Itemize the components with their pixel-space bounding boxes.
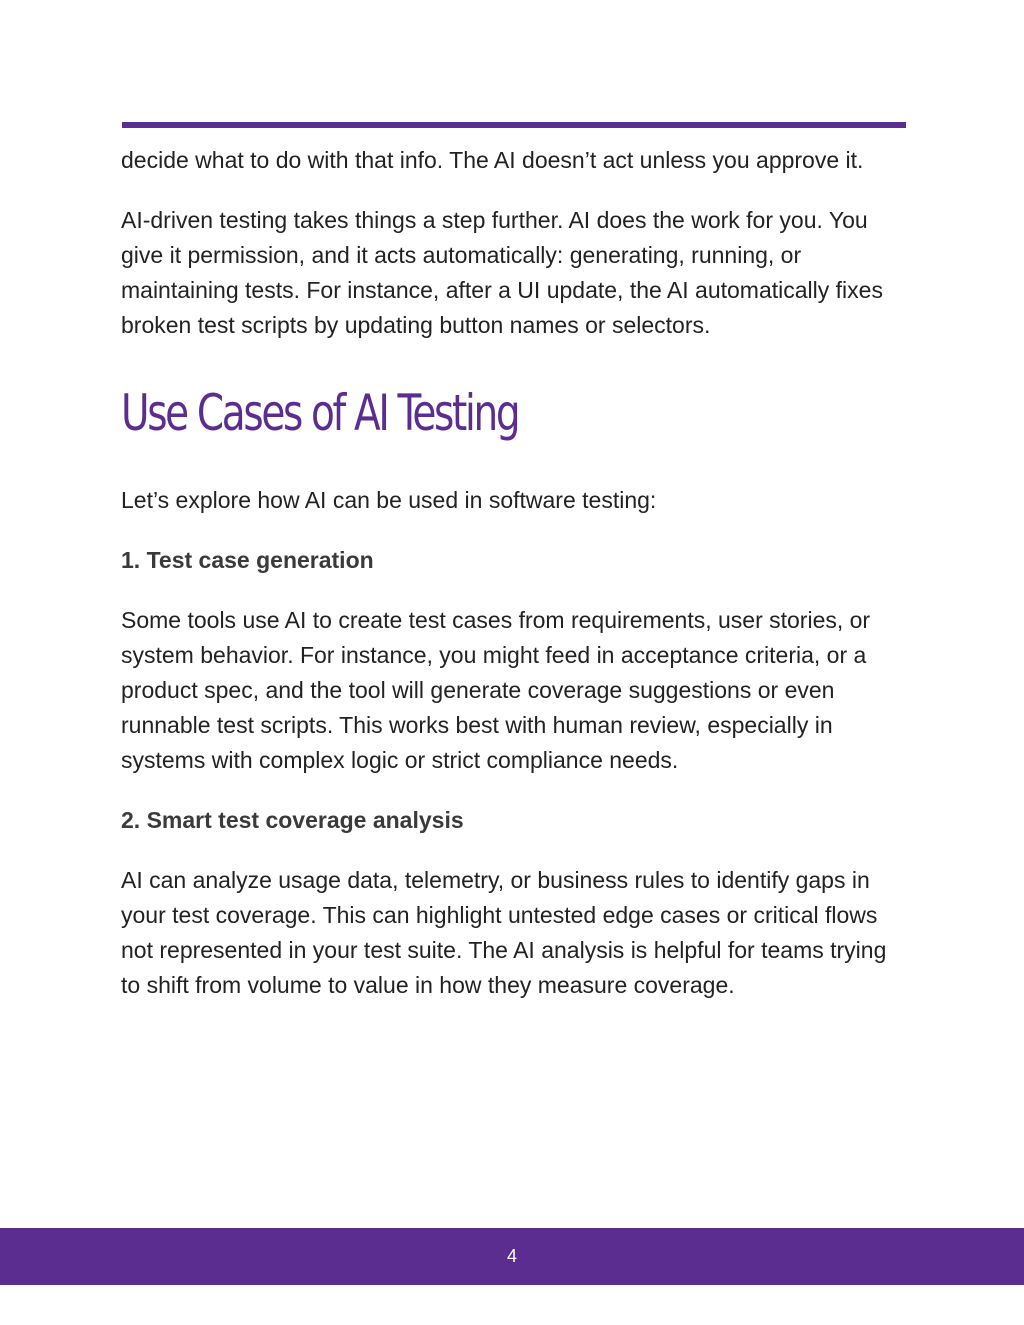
section-lead: Let’s explore how AI can be used in software testing: <box>121 487 657 513</box>
use-case-body-1: Some tools use AI to create test cases from requirements, user stories, or system behavior. For instance, you might feed in acceptance criteria, or a product spec, and the tool will generate coverage suggestions or even runnable test scripts. This works best with human review, especially in systems with complex logic or strict compliance needs. <box>121 607 871 773</box>
use-case-body-2: AI can analyze usage data, telemetry, or business rules to identify gaps in your test coverage. This can highlight untested edge cases or critical flows not represented in your test suite. The AI analysis is helpful for teams trying to shift from volume to value in how they measure coverage. <box>121 867 887 998</box>
use-case-heading-2: 2. Smart test coverage analysis <box>121 807 464 833</box>
footer-bar <box>0 1228 1024 1285</box>
ai-driven-paragraph: AI-driven testing takes things a step further. AI does the work for you. You give it permission, and it acts automatically: generating, running, or maintaining tests. For instance, after a UI update, the AI automatically fixes broken test scripts by updating button names or selectors. <box>121 207 883 338</box>
document-body <box>121 143 896 1028</box>
top-divider-rule <box>122 122 906 128</box>
section-title: Use Cases of AI Testing <box>121 384 519 442</box>
use-case-heading-1: 1. Test case generation <box>121 547 374 573</box>
page-number: 4 <box>506 1246 517 1266</box>
continued-paragraph: decide what to do with that info. The AI doesn’t act unless you approve it. <box>121 147 864 173</box>
